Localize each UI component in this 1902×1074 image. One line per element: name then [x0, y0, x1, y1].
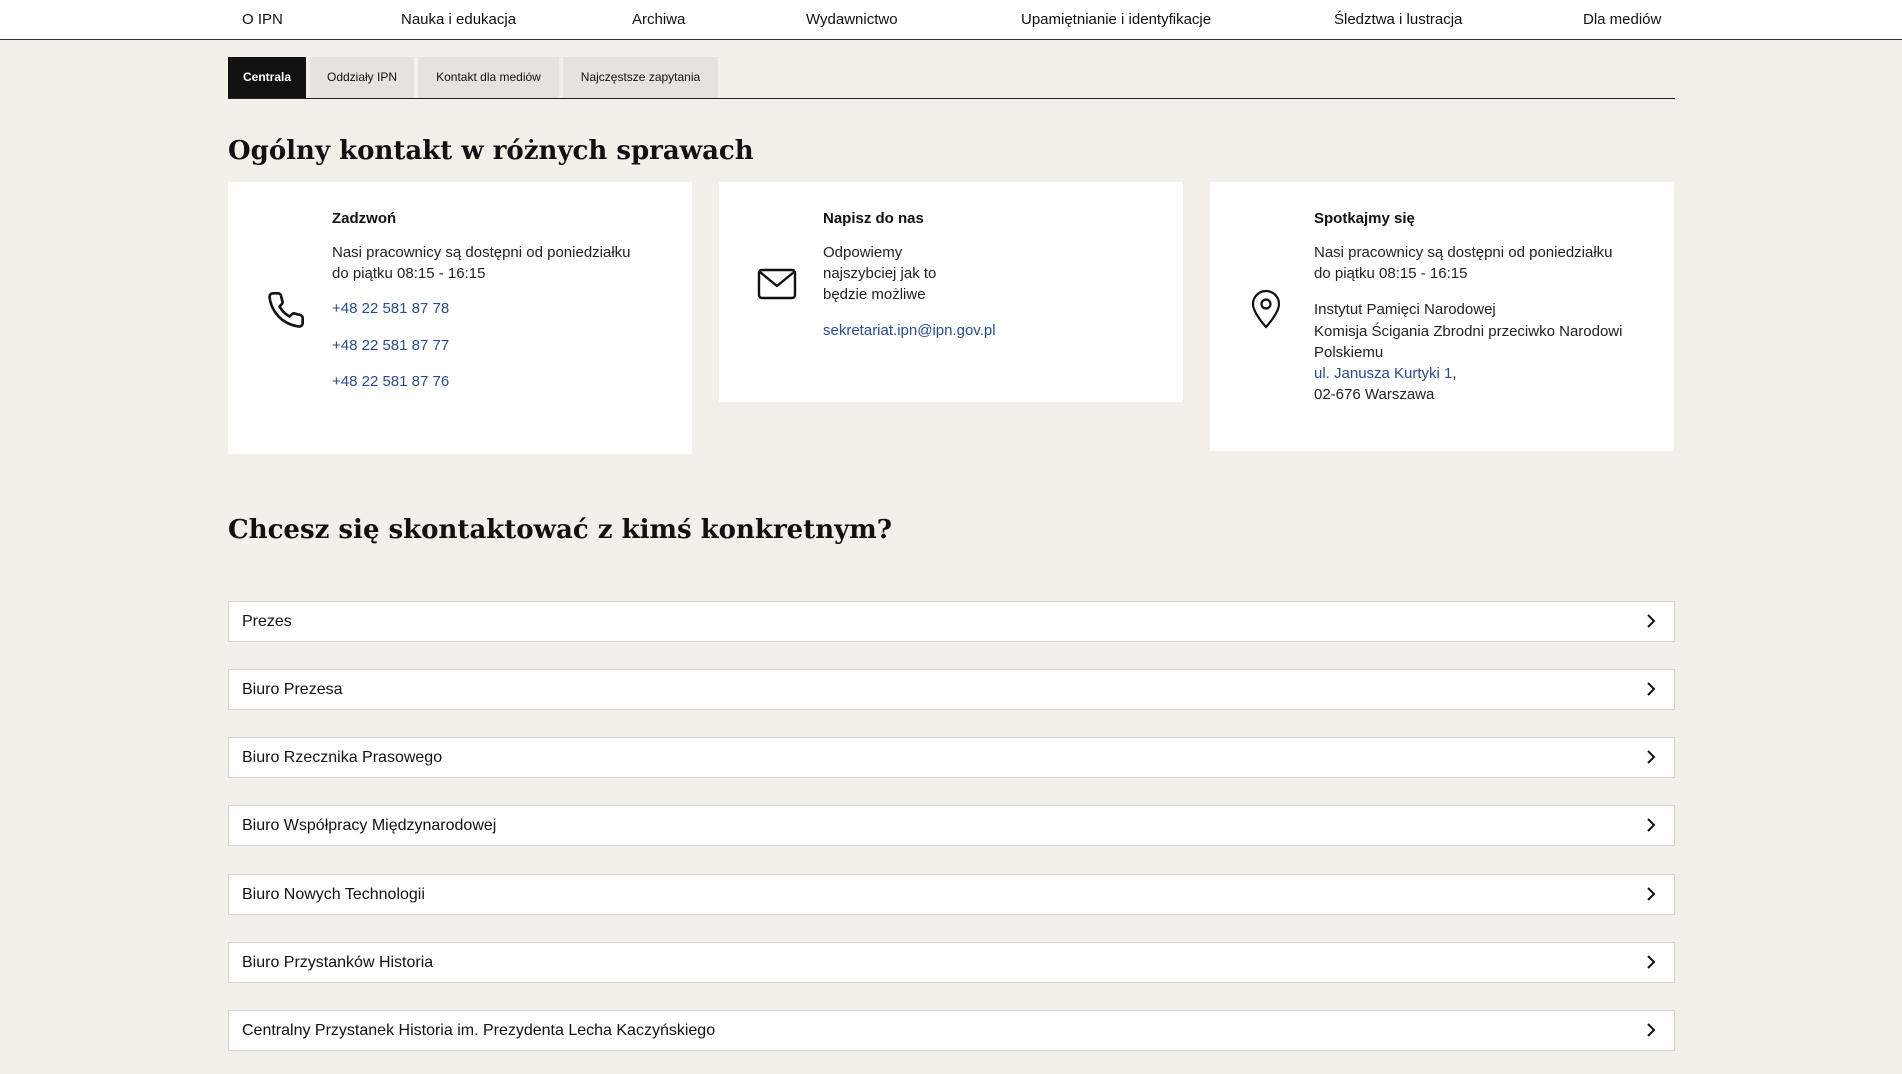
tab-kontakt-dla-mediow[interactable]: Kontakt dla mediów	[418, 57, 559, 98]
nav-item-sledztwa-i-lustracja[interactable]: Śledztwa i lustracja	[1334, 11, 1463, 28]
nav-item-nauka-i-edukacja[interactable]: Nauka i edukacja	[401, 11, 517, 28]
phone-number-link[interactable]: +48 22 581 87 78	[332, 300, 450, 317]
visit-hours-line-1: Nasi pracownicy są dostępni od poniedziałku	[1314, 244, 1613, 261]
email-address-link[interactable]: sekretariat.ipn@ipn.gov.pl	[823, 322, 996, 339]
envelope-icon	[757, 268, 797, 305]
visit-org-line-3: Polskiemu	[1314, 344, 1384, 361]
email-card-title: Napisz do nas	[823, 210, 924, 227]
chevron-right-icon	[1644, 886, 1658, 907]
accordion-item-biuro-rzecznika[interactable]	[228, 737, 1675, 778]
visit-city-line: 02-676 Warszawa	[1314, 386, 1435, 403]
phone-card-title: Zadzwoń	[332, 210, 397, 227]
top-navigation	[0, 0, 1902, 40]
specific-contact-heading: Chcesz się skontaktować z kimś konkretnym?	[228, 515, 892, 545]
accordion-item-prezes[interactable]	[228, 601, 1675, 642]
nav-item-wydawnictwo[interactable]: Wydawnictwo	[806, 11, 898, 28]
chevron-right-icon	[1644, 817, 1658, 838]
visit-street-line	[1314, 363, 1457, 384]
street-comma: ,	[1452, 365, 1457, 382]
accordion-item-biuro-nowych-technologii[interactable]	[228, 874, 1675, 915]
street-address-link[interactable]: ul. Janusza Kurtyki 1	[1314, 365, 1453, 382]
email-card	[719, 182, 1183, 402]
nav-item-upamietnianie[interactable]: Upamiętnianie i identyfikacje	[1021, 11, 1212, 28]
visit-org-line-1: Instytut Pamięci Narodowej	[1314, 301, 1496, 318]
chevron-right-icon	[1644, 749, 1658, 770]
accordion-item-label: Centralny Przystanek Historia im. Prezydenta Lecha Kaczyńskiego	[242, 1022, 716, 1039]
phone-number-link[interactable]: +48 22 581 87 76	[332, 373, 450, 390]
nav-item-archiwa[interactable]: Archiwa	[632, 11, 686, 28]
accordion-item-label: Prezes	[242, 613, 292, 630]
accordion-item-biuro-wspolpracy[interactable]	[228, 805, 1675, 846]
chevron-right-icon	[1644, 681, 1658, 702]
nav-item-dla-mediow[interactable]: Dla mediów	[1583, 11, 1662, 28]
chevron-right-icon	[1644, 613, 1658, 634]
visit-org-line-2: Komisja Ścigania Zbrodni przeciwko Narodowi	[1314, 323, 1623, 340]
accordion-item-biuro-przystankow[interactable]	[228, 942, 1675, 983]
visit-card-title: Spotkajmy się	[1314, 210, 1415, 227]
accordion-item-biuro-prezesa[interactable]	[228, 669, 1675, 710]
map-pin-icon	[1250, 289, 1282, 334]
tab-najczestsze-zapytania[interactable]: Najczęstsze zapytania	[563, 57, 718, 98]
accordion-item-label: Biuro Nowych Technologii	[242, 886, 425, 903]
nav-item-o-ipn[interactable]: O IPN	[242, 11, 283, 28]
email-text-line-2: najszybciej jak to	[823, 265, 937, 282]
general-contact-heading: Ogólny kontakt w różnych sprawach	[228, 136, 754, 166]
tab-oddzialy-ipn[interactable]: Oddziały IPN	[310, 57, 414, 98]
accordion-item-label: Biuro Współpracy Międzynarodowej	[242, 817, 497, 834]
chevron-right-icon	[1644, 1022, 1658, 1043]
accordion-item-centralny-przystanek[interactable]	[228, 1010, 1675, 1051]
email-text-line-3: będzie możliwe	[823, 286, 926, 303]
email-text-line-1: Odpowiemy	[823, 244, 903, 261]
accordion-item-label: Biuro Rzecznika Prasowego	[242, 749, 443, 766]
phone-number-link[interactable]: +48 22 581 87 77	[332, 337, 450, 354]
phone-icon	[266, 290, 306, 335]
tab-centrala[interactable]: Centrala	[228, 57, 306, 98]
contact-tabs	[228, 57, 1675, 99]
chevron-right-icon	[1644, 954, 1658, 975]
accordion-item-label: Biuro Przystanków Historia	[242, 954, 434, 971]
phone-card	[228, 182, 692, 454]
visit-card	[1210, 182, 1674, 451]
visit-hours-line-2: do piątku 08:15 - 16:15	[1314, 265, 1468, 282]
phone-hours-line-1: Nasi pracownicy są dostępni od poniedziałku	[332, 244, 631, 261]
accordion-item-label: Biuro Prezesa	[242, 681, 343, 698]
phone-hours-line-2: do piątku 08:15 - 16:15	[332, 265, 486, 282]
